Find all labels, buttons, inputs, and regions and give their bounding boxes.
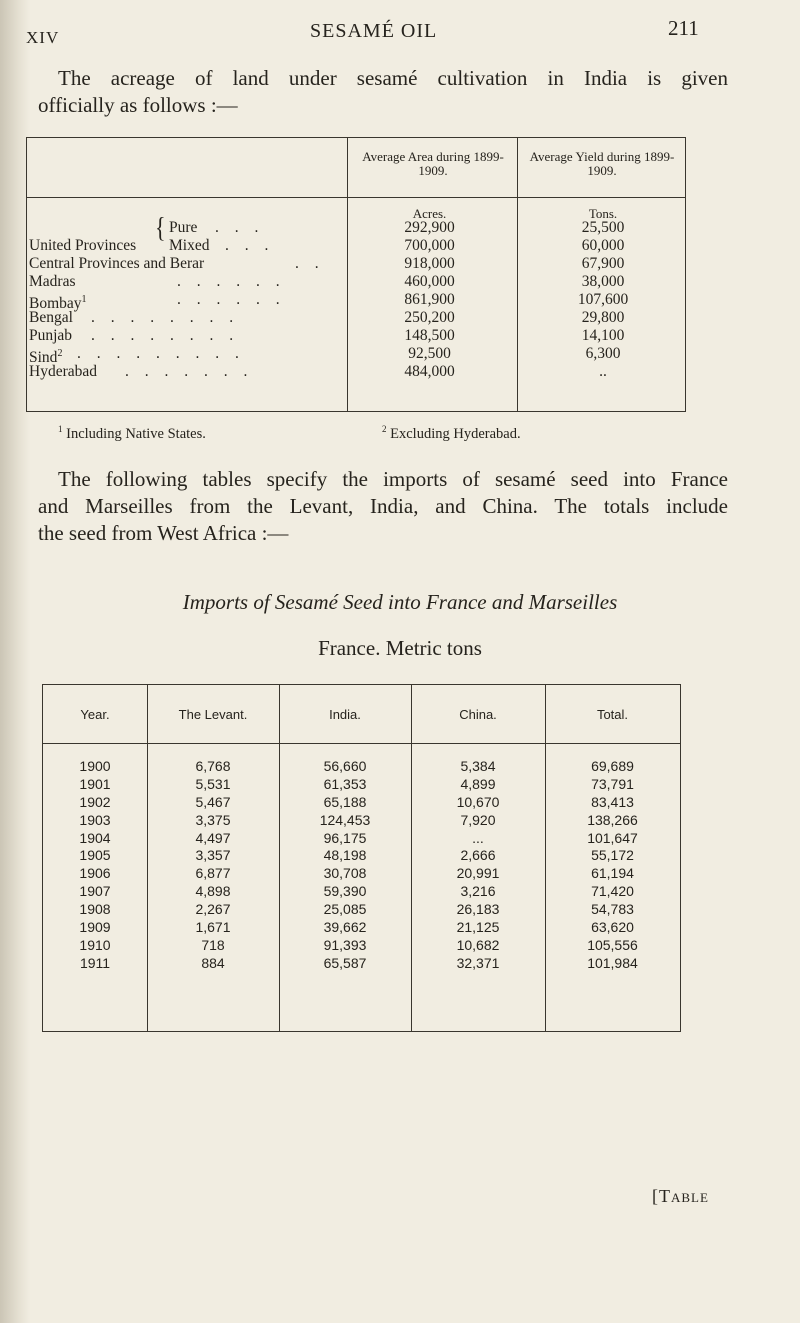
- table-row: Madras . . . . . . 460,000 38,000: [27, 273, 686, 291]
- total-cell: 63,620: [591, 919, 634, 936]
- total-cell: 69,689: [591, 758, 634, 774]
- levant-cell: 2,267: [195, 901, 231, 918]
- footnote-1: $^1$ Including Native States.: [58, 424, 206, 442]
- imports-table: [42, 684, 681, 1032]
- india-cell: 124,453: [319, 811, 371, 828]
- area-unit: Acres.: [412, 206, 447, 221]
- total-cell: 71,420: [591, 883, 634, 900]
- column-header-china: China.: [459, 706, 497, 722]
- year-cell: 1901: [79, 775, 111, 792]
- year-cell: 1911: [79, 954, 111, 971]
- catchword: [TABLE: [652, 1186, 709, 1206]
- table-row: Bombay$^1$ . . . . . . 861,900 107,600: [27, 291, 686, 309]
- row-label: Central Provinces and Berar: [29, 255, 205, 272]
- column-header-india: India.: [329, 706, 361, 722]
- table-row: [43, 864, 681, 882]
- table-row: Punjab . . . . . . . . 148,500 14,100: [27, 327, 686, 345]
- year-cell: 1908: [79, 901, 111, 918]
- table-row: Hyderabad . . . . . . . 484,000 ..: [27, 363, 686, 381]
- area-value: 92,500: [408, 345, 451, 362]
- imports-table-caption: Imports of Sesamé Seed into France and Marseilles: [182, 590, 618, 614]
- total-cell: 73,791: [591, 775, 634, 792]
- brace-glyph: {: [155, 211, 166, 244]
- table-row: Sind$^2$ . . . . . . . . . 92,500 6,300: [27, 345, 686, 363]
- total-cell: 105,556: [587, 936, 638, 953]
- table-row: [43, 954, 681, 972]
- levant-cell: 718: [201, 936, 225, 953]
- area-value: 148,500: [404, 327, 455, 344]
- year-cell: 1904: [79, 829, 111, 846]
- levant-cell: 3,357: [195, 847, 231, 864]
- yield-value: 6,300: [585, 345, 621, 362]
- yield-value: ..: [599, 363, 607, 380]
- total-cell: 55,172: [591, 847, 634, 864]
- area-value: 292,900: [404, 219, 455, 236]
- text-line: officially as follows :—: [38, 93, 238, 117]
- text-line: The following tables specify the imports of sesamé seed into France: [58, 467, 728, 491]
- india-cell: 59,390: [323, 883, 367, 900]
- year-cell: 1906: [79, 865, 111, 882]
- china-cell: ...: [472, 829, 484, 846]
- table-row: [43, 900, 681, 918]
- india-cell: 65,188: [323, 793, 367, 810]
- levant-cell: 6,768: [195, 758, 231, 774]
- levant-cell: 4,497: [195, 829, 231, 846]
- row-label: Bombay: [29, 295, 82, 313]
- table-row: [43, 811, 681, 829]
- yield-column-header: Average Yield during 1899-1909.: [529, 149, 675, 178]
- levant-cell: 5,467: [195, 793, 231, 810]
- table-row: Bengal . . . . . . . . 250,200 29,800: [27, 309, 686, 327]
- column-header-levant: The Levant.: [178, 706, 248, 722]
- row-label: Bengal: [29, 309, 73, 326]
- footnote-2: $^2$ Excluding Hyderabad.: [382, 424, 521, 442]
- table-row: [43, 846, 681, 864]
- page-number: 211: [668, 16, 699, 40]
- total-cell: 138,266: [587, 811, 638, 828]
- table-row: [43, 829, 681, 847]
- table-row: [43, 936, 681, 954]
- india-cell: 56,660: [323, 758, 367, 774]
- levant-cell: 5,531: [195, 775, 231, 792]
- china-cell: 7,920: [460, 811, 496, 828]
- table-row: [43, 793, 681, 811]
- text-line: the seed from West Africa :—: [38, 521, 289, 545]
- total-cell: 101,647: [587, 829, 638, 846]
- group-label: United Provinces: [29, 237, 137, 254]
- year-cell: 1905: [79, 847, 111, 864]
- china-cell: 21,125: [456, 919, 500, 936]
- total-cell: 83,413: [591, 793, 634, 810]
- row-label: Hyderabad: [29, 363, 97, 380]
- imports-table-subcaption: France. Metric tons: [318, 636, 482, 660]
- total-cell: 101,984: [587, 954, 638, 971]
- total-cell: 61,194: [591, 865, 634, 882]
- imports-paragraph: [38, 466, 728, 547]
- china-cell: 10,682: [456, 936, 500, 953]
- table-row: Central Provinces and Berar . . 918,000 67,900: [27, 255, 686, 273]
- yield-value: 38,000: [581, 273, 625, 290]
- india-cell: 30,708: [323, 865, 367, 882]
- yield-value: 67,900: [581, 255, 625, 272]
- year-cell: 1907: [79, 883, 111, 900]
- levant-cell: 1,671: [195, 919, 231, 936]
- text-line: The acreage of land under sesamé cultivation in India is given: [58, 66, 728, 90]
- row-label: Punjab: [29, 327, 73, 344]
- table-row: [43, 757, 681, 775]
- area-value: 700,000: [404, 237, 455, 254]
- yield-value: 14,100: [581, 327, 625, 344]
- area-table: [26, 137, 686, 412]
- table-row: United Provinces Mixed . . . 700,000 60,000: [27, 237, 686, 255]
- area-column-header: Average Area during 1899-1909.: [362, 149, 504, 178]
- row-label: Pure: [169, 219, 198, 236]
- area-value: 484,000: [404, 363, 455, 380]
- india-cell: 25,085: [323, 901, 367, 918]
- text-line: and Marseilles from the Levant, India, and China. The totals include: [38, 494, 728, 518]
- year-cell: 1900: [79, 758, 111, 774]
- china-cell: 4,899: [460, 775, 496, 792]
- year-cell: 1910: [79, 936, 111, 953]
- levant-cell: 3,375: [195, 811, 231, 828]
- yield-value: 107,600: [577, 291, 629, 308]
- column-header-total: Total.: [596, 706, 629, 722]
- yield-value: 25,500: [581, 219, 625, 236]
- imports-table-body: [43, 757, 681, 972]
- china-cell: 26,183: [456, 901, 500, 918]
- row-label: Sind: [29, 349, 58, 367]
- area-value: 250,200: [404, 309, 455, 326]
- area-value: 460,000: [404, 273, 455, 290]
- china-cell: 2,666: [460, 847, 496, 864]
- china-cell: 10,670: [456, 793, 500, 810]
- area-value: 861,900: [404, 291, 455, 308]
- total-cell: 54,783: [591, 901, 634, 918]
- china-cell: 32,371: [456, 954, 500, 971]
- china-cell: 5,384: [460, 758, 496, 774]
- levant-cell: 6,877: [195, 865, 231, 882]
- levant-cell: 4,898: [195, 883, 231, 900]
- year-cell: 1909: [79, 919, 111, 936]
- footnote-mark: 2: [57, 348, 63, 359]
- row-label: Mixed: [169, 237, 210, 254]
- china-cell: 20,991: [456, 865, 500, 882]
- yield-value: 60,000: [581, 237, 625, 254]
- yield-unit: Tons.: [588, 206, 618, 221]
- row-label: Madras: [29, 273, 76, 290]
- intro-paragraph: [38, 65, 728, 119]
- table-row: [43, 775, 681, 793]
- table-row: [43, 918, 681, 936]
- levant-cell: 884: [201, 954, 225, 971]
- year-cell: 1902: [79, 793, 111, 810]
- footnote-mark: 1: [81, 294, 87, 305]
- india-cell: 61,353: [323, 775, 367, 792]
- running-title: SESAMÉ OIL: [310, 20, 438, 42]
- india-cell: 48,198: [323, 847, 367, 864]
- india-cell: 91,393: [323, 936, 367, 953]
- yield-value: 29,800: [581, 309, 625, 326]
- china-cell: 3,216: [460, 883, 496, 900]
- column-header-year: Year.: [80, 706, 110, 722]
- india-cell: 39,662: [323, 919, 367, 936]
- table-row: [43, 882, 681, 900]
- india-cell: 96,175: [323, 829, 367, 846]
- area-value: 918,000: [404, 255, 455, 272]
- table-row: { Pure . . . 292,900 25,500: [27, 219, 686, 237]
- chapter-number: XIV: [26, 28, 60, 47]
- india-cell: 65,587: [323, 954, 367, 971]
- year-cell: 1903: [79, 811, 111, 828]
